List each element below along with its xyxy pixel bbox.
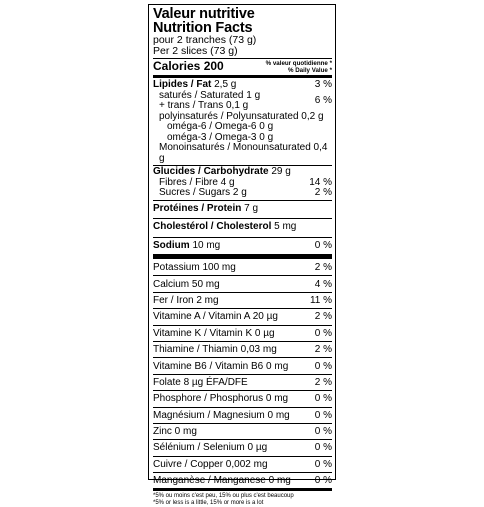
protein-amount: 7 g [241, 202, 259, 214]
monounsaturated-fat-label: Monoinsaturés / Monounsaturated 0,4 g [159, 142, 328, 164]
omega6-label: oméga-6 / Omega-6 0 g [167, 121, 274, 132]
monounsaturated-fat [153, 143, 332, 164]
protein-label: Protéines / Protein [153, 202, 242, 214]
nutrient-pct: 0 % [314, 393, 332, 405]
nutrient-label: Manganèse / Manganese 0 mg [153, 475, 291, 487]
saturated-trans-row [153, 91, 332, 112]
title-en: Nutrition Facts [153, 20, 253, 36]
omega3-label: oméga-3 / Omega-3 0 g [167, 131, 274, 143]
nutrition-facts-label [148, 4, 336, 507]
nutrient-label: Magnésium / Magnesium 0 mg [153, 409, 290, 421]
nutrient-pct: 0 % [314, 360, 332, 372]
nutrient-row [153, 456, 332, 472]
sugars-label: Sucres / Sugars 2 g [159, 187, 247, 198]
vitamins-minerals-list [153, 259, 332, 488]
footnote-fr: *5% ou moins c'est peu, 15% ou plus c'est beaucoup [153, 493, 294, 500]
nutrient-row [153, 341, 332, 357]
fibre-label: Fibres / Fibre 4 g [159, 176, 235, 188]
nutrient-label: Fer / Iron 2 mg [153, 294, 219, 306]
cholesterol-label: Cholestérol / Cholesterol [153, 221, 272, 232]
carbohydrate-amount: 29 g [268, 166, 291, 177]
sugars-pct: 2 % [314, 187, 332, 198]
daily-value-heading-en: % Daily Value * [287, 66, 332, 74]
omega6 [153, 122, 332, 133]
nutrient-label: Cuivre / Copper 0,002 mg [153, 458, 268, 470]
serving-size-fr: pour 2 tranches (73 g) [153, 34, 257, 46]
nutrient-pct: 2 % [314, 311, 332, 323]
nutrient-row [153, 390, 332, 406]
nutrient-label: Thiamine / Thiamin 0,03 mg [153, 344, 277, 356]
nutrient-row [153, 275, 332, 291]
daily-value-heading [266, 60, 332, 74]
nutrient-label: Folate 8 µg ÉFA/DFE [153, 376, 248, 388]
nutrient-pct: 0 % [314, 426, 332, 438]
nutrient-pct: 0 % [314, 475, 332, 487]
sodium-amount: 10 mg [189, 239, 221, 251]
fat-amount: 2,5 g [211, 79, 237, 90]
nutrient-pct: 0 % [314, 409, 332, 421]
nutrient-pct: 11 % [309, 294, 332, 306]
nutrient-row [153, 292, 332, 308]
calories-label: Calories 200 [153, 59, 224, 73]
carbohydrate-section [153, 166, 332, 200]
daily-value-heading-fr: % valeur quotidienne * [265, 60, 332, 67]
carbohydrate-row [153, 167, 332, 178]
nutrient-label: Calcium 50 mg [153, 278, 220, 290]
protein-row [153, 201, 332, 219]
nutrient-row [153, 357, 332, 373]
fat-section [153, 78, 332, 165]
nutrient-pct: 2 % [314, 261, 332, 273]
nutrient-label: Potassium 100 mg [153, 261, 236, 273]
nutrient-label: Vitamine A / Vitamin A 20 µg [153, 311, 278, 323]
nutrient-row [153, 472, 332, 488]
fat-pct: 3 % [314, 79, 332, 90]
nutrient-label: Vitamine K / Vitamin K 0 µg [153, 327, 275, 339]
nutrient-pct: 0 % [314, 458, 332, 470]
fibre-pct: 14 % [309, 176, 332, 188]
nutrient-row [153, 407, 332, 423]
cholesterol-amount: 5 mg [271, 221, 297, 232]
calories-row [153, 59, 332, 75]
carbohydrate-label: Glucides / Carbohydrate [153, 166, 269, 177]
nutrient-pct: 0 % [314, 442, 332, 454]
cholesterol-row [153, 219, 332, 237]
footnote [153, 491, 332, 507]
nutrient-row [153, 308, 332, 324]
nutrient-label: Zinc 0 mg [153, 426, 197, 438]
sodium-row [153, 238, 332, 255]
footnote-en: *5% or less is a little, 15% or more is a lot [153, 500, 264, 507]
nutrient-row [153, 325, 332, 341]
sugars-row [153, 188, 332, 199]
nutrient-pct: 2 % [314, 376, 332, 388]
polyunsaturated-fat-label: polyinsaturés / Polyunsaturated 0,2 g [159, 110, 324, 122]
title-fr: Valeur nutritive [153, 6, 255, 22]
nutrient-row [153, 423, 332, 439]
sodium-label: Sodium [153, 239, 190, 251]
saturated-trans-pct: 6 % [314, 94, 332, 106]
serving-size-en: Per 2 slices (73 g) [153, 44, 238, 57]
nutrient-row [153, 374, 332, 390]
nutrient-label: Sélénium / Selenium 0 µg [153, 442, 268, 454]
nutrient-pct: 4 % [314, 278, 332, 290]
nutrient-row [153, 259, 332, 275]
fat-row [153, 80, 332, 91]
sodium-pct: 0 % [314, 239, 332, 251]
nutrient-label: Phosphore / Phosphorus 0 mg [153, 393, 289, 405]
saturated-fat: saturés / Saturated 1 g [159, 89, 261, 101]
nutrient-pct: 0 % [314, 327, 332, 339]
fat-label: Lipides / Fat [153, 79, 212, 90]
nutrient-pct: 2 % [314, 344, 332, 356]
nutrient-label: Vitamine B6 / Vitamin B6 0 mg [153, 360, 289, 372]
trans-fat: + trans / Trans 0,1 g [159, 100, 249, 111]
nutrient-row [153, 439, 332, 455]
